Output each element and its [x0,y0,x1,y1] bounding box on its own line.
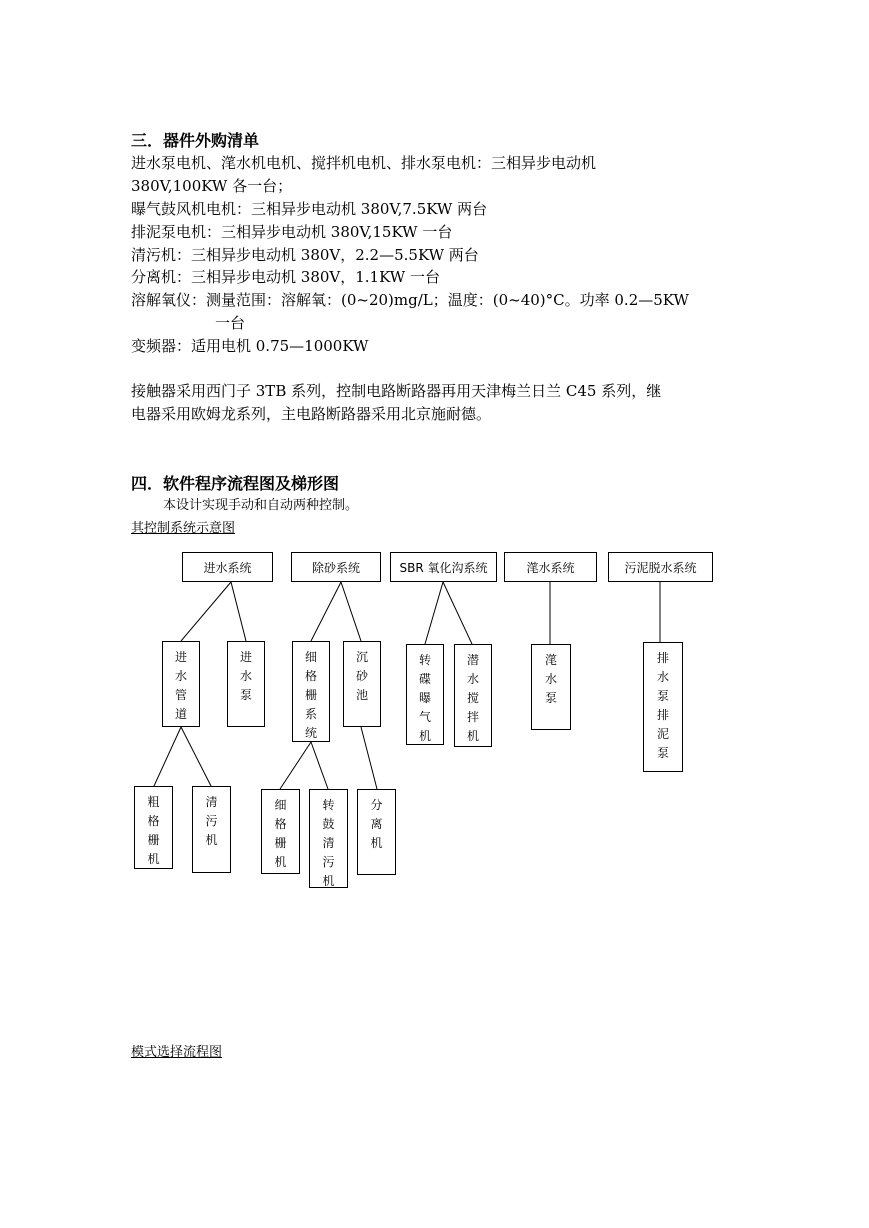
spec-line-3: 曝气鼓风机电机：三相异步电动机 380V,7.5KW 两台 [131,200,488,218]
paragraph-line-2: 电器采用欧姆龙系列，主电路断路器采用北京施耐德。 [131,405,492,423]
box-fine-screen-system: 细格栅系统 [292,641,330,742]
spec-line-2: 380V,100KW 各一台； [131,177,293,195]
spec-line-1: 进水泵电机、滗水机电机、搅拌机电机、排水泵电机：三相异步电动机 [131,154,597,172]
box-sbr-oxidation-ditch-system: SBR 氧化沟系统 [390,552,497,582]
box-decanter-system: 滗水系统 [504,552,597,582]
section-4-heading: 四．软件程序流程图及梯形图 [131,474,340,493]
box-drain-sludge-pump: 排水泵排泥泵 [643,642,683,772]
spec-line-9: 变频器：适用电机 0.75—1000KW [131,337,369,355]
spec-line-6: 分离机：三相异步电动机 380V，1.1KW 一台 [131,268,440,286]
intro-text: 本设计实现手动和自动两种控制。 [163,498,359,513]
box-sludge-dewatering-system: 污泥脱水系统 [608,552,713,582]
box-cleaner: 清污机 [192,786,231,873]
spec-line-7: 溶解氧仪：测量范围：溶解氧：(0~20)mg/L；温度：(0~40)°C。功率 0.2—5KW [131,291,689,309]
section-3-heading: 三．器件外购清单 [131,131,260,150]
box-grit-chamber: 沉砂池 [343,641,381,727]
spec-line-5: 清污机：三相异步电动机 380V，2.2—5.5KW 两台 [131,246,479,264]
box-decanter-pump: 滗水泵 [531,644,571,730]
box-fine-screen: 细格栅机 [261,789,300,874]
paragraph-line-1: 接触器采用西门子 3TB 系列，控制电路断路器再用天津梅兰日兰 C45 系列，继 [131,382,662,400]
box-rotating-disc-aerator: 转碟曝气机 [406,644,444,745]
box-submersible-mixer: 潜水搅拌机 [454,644,492,747]
box-inlet-pipe: 进水管道 [162,641,200,727]
box-grit-removal-system: 除砂系统 [291,552,381,582]
box-drum-cleaner: 转鼓清污机 [309,789,348,888]
spec-line-8: 一台 [215,314,246,332]
box-coarse-screen: 粗格栅机 [134,786,173,869]
diagram-caption: 其控制系统示意图 [131,521,236,536]
spec-line-4: 排泥泵电机：三相异步电动机 380V,15KW 一台 [131,223,453,241]
box-inlet-system: 进水系统 [182,552,273,582]
box-separator: 分离机 [357,789,396,875]
mode-flowchart-caption: 模式选择流程图 [131,1045,223,1060]
box-inlet-pump: 进水泵 [227,641,265,727]
